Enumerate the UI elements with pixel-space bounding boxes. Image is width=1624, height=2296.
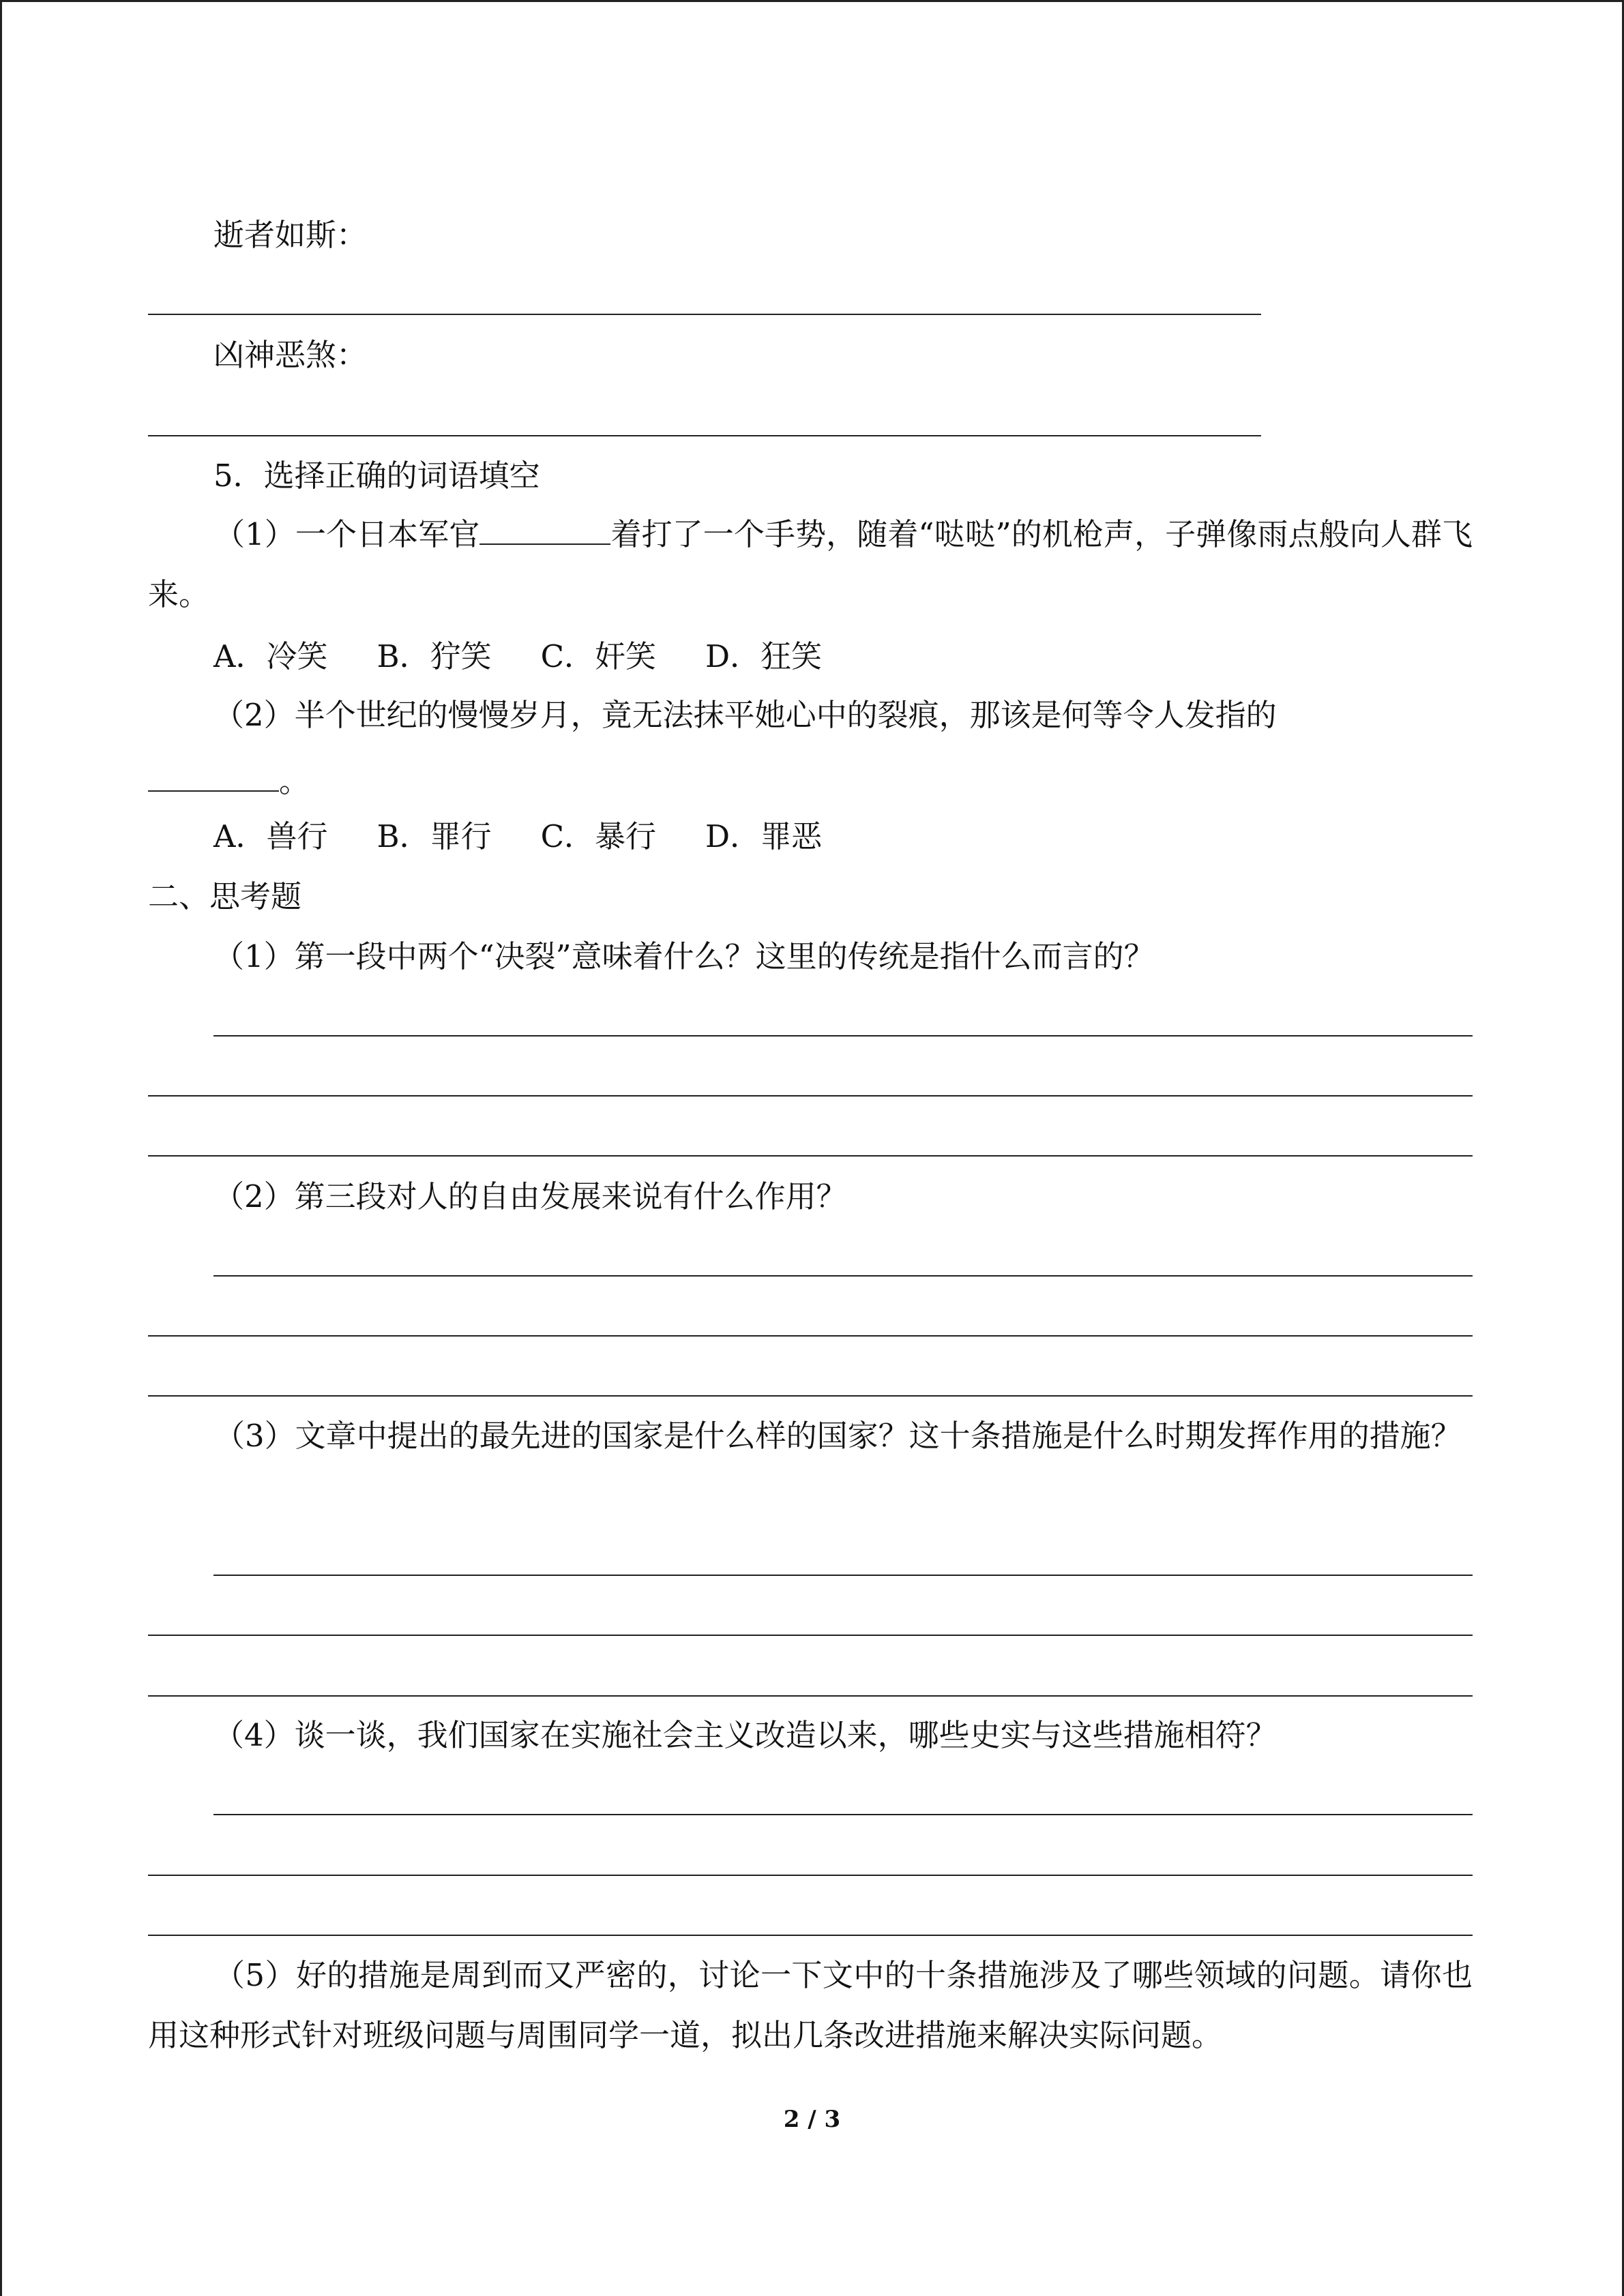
idiom-answer-line-1[interactable] bbox=[148, 314, 1261, 315]
q1-answer-line-2[interactable] bbox=[148, 1095, 1473, 1097]
section2-q1: （1）第一段中两个“决裂”意味着什么？这里的传统是指什么而言的？ bbox=[213, 938, 1155, 974]
q5-item1-option-d[interactable]: D．狂笑 bbox=[705, 638, 823, 674]
q1-answer-line-3[interactable] bbox=[148, 1155, 1473, 1157]
q5-title: 5．选择正确的词语填空 bbox=[213, 458, 540, 494]
q5-item1-option-a[interactable]: A．冷笑 bbox=[213, 638, 328, 674]
q2-answer-line-1[interactable] bbox=[213, 1275, 1473, 1277]
q5-item2-option-b[interactable]: B．罪行 bbox=[377, 818, 492, 854]
section2-q4: （4）谈一谈，我们国家在实施社会主义改造以来，哪些史实与这些措施相符？ bbox=[213, 1717, 1277, 1753]
q5-item2-options bbox=[213, 818, 871, 854]
page-number: 2 / 3 bbox=[783, 2106, 841, 2133]
section2-title: 二、思考题 bbox=[148, 878, 302, 914]
q2-answer-line-2[interactable] bbox=[148, 1335, 1473, 1337]
idiom-label-1: 逝者如斯： bbox=[213, 217, 368, 253]
q5-item2-blank[interactable] bbox=[148, 760, 279, 792]
q3-answer-line-2[interactable] bbox=[148, 1635, 1473, 1636]
q1-answer-line-1[interactable] bbox=[213, 1035, 1473, 1037]
q5-item1-blank[interactable] bbox=[479, 513, 610, 545]
q5-item2-option-a[interactable]: A．兽行 bbox=[213, 818, 328, 854]
q2-answer-line-3[interactable] bbox=[148, 1395, 1473, 1397]
q5-item1-option-b[interactable]: B．狞笑 bbox=[377, 638, 492, 674]
section2-q5: （5）好的措施是周到而又严密的，讨论一下文中的十条措施涉及了哪些领域的问题。请你也用这种形式针对班级问题与周围同学一道，拟出几条改进措施来解决实际问题。 bbox=[148, 1957, 1473, 2053]
q5-item2-option-c[interactable]: C．暴行 bbox=[540, 818, 657, 854]
q5-item2-blank-line bbox=[148, 760, 310, 799]
q5-item1-text bbox=[148, 505, 1473, 625]
idiom-label-2: 凶神恶煞： bbox=[213, 337, 368, 373]
q4-answer-line-3[interactable] bbox=[148, 1935, 1473, 1936]
section2-q2: （2）第三段对人的自由发展来说有什么作用？ bbox=[213, 1178, 847, 1214]
page-border-top bbox=[0, 0, 1624, 2]
q5-item2-option-d[interactable]: D．罪恶 bbox=[705, 818, 823, 854]
q5-item1-options bbox=[213, 638, 871, 674]
q5-item1-option-c[interactable]: C．奸笑 bbox=[540, 638, 657, 674]
q5-item2-end: 。 bbox=[279, 763, 310, 799]
q4-answer-line-1[interactable] bbox=[213, 1814, 1473, 1815]
q5-item1-after: 着打了一个手势，随着“哒哒”的机枪声，子弹像雨点般向人群飞来。 bbox=[148, 516, 1473, 612]
q5-item1-before: （1）一个日本军官 bbox=[214, 516, 480, 552]
q3-answer-line-3[interactable] bbox=[148, 1695, 1473, 1697]
section2-q3: （3）文章中提出的最先进的国家是什么样的国家？这十条措施是什么时期发挥作用的措施？ bbox=[214, 1418, 1462, 1454]
q4-answer-line-2[interactable] bbox=[148, 1875, 1473, 1876]
idiom-answer-line-2[interactable] bbox=[148, 435, 1261, 436]
q5-item2-text: （2）半个世纪的慢慢岁月，竟无法抹平她心中的裂痕，那该是何等令人发指的 bbox=[213, 697, 1277, 733]
page-border-left bbox=[0, 0, 2, 2296]
q3-answer-line-1[interactable] bbox=[213, 1575, 1473, 1576]
